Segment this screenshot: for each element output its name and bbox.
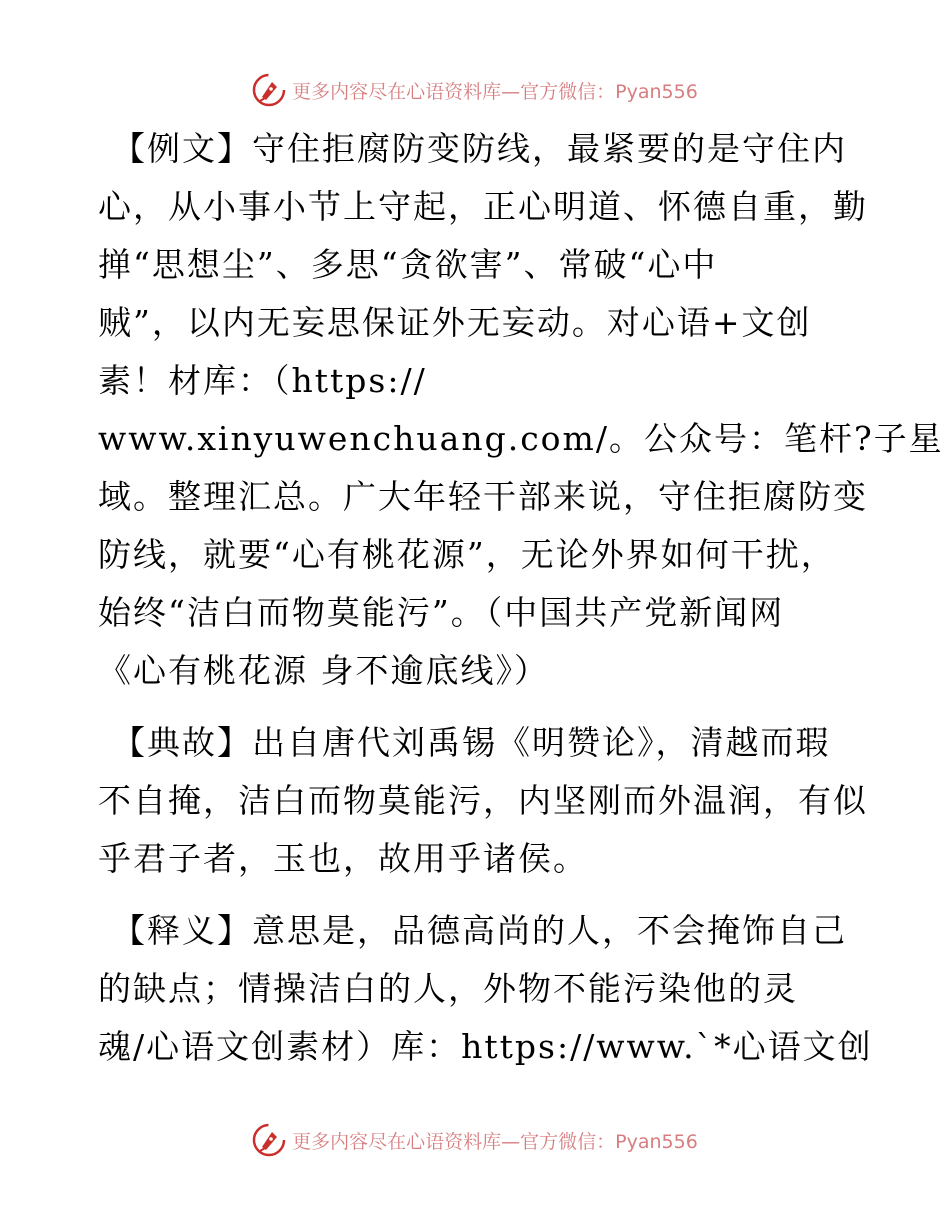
pen-nib-logo-icon <box>252 1123 286 1157</box>
text-line: 素！材库：（https:// <box>98 361 427 400</box>
text-line: 域。整理汇总。广大年轻干部来说，守住拒腐防变 <box>98 477 868 516</box>
text-line: 贼”，以内无妄思保证外无妄动。对心语+文创 <box>98 303 812 342</box>
text-line: 乎君子者，玉也，故用乎诸侯。 <box>98 839 588 878</box>
text-line: 掸“思想尘”、多思“贪欲害”、常破“心中 <box>98 245 718 284</box>
text-line: 魂/心语文创素材）库：https://www.`*心语文创 <box>98 1027 873 1066</box>
text-line: 【典故】出自唐代刘禹锡《明赞论》，清越而瑕 <box>112 723 831 762</box>
text-line: 的缺点；情操洁白的人，外物不能污染他的灵 <box>98 969 798 1008</box>
paragraph-example <box>98 120 944 700</box>
document-body <box>98 120 944 1090</box>
banner-text: 更多内容尽在心语资料库—官方微信：Pyan556 <box>292 80 698 103</box>
footer-banner <box>0 1120 950 1160</box>
text-line: 《心有桃花源 身不逾底线》） <box>98 651 549 690</box>
text-line: 心，从小事小节上守起，正心明道、怀德自重，勤 <box>98 187 868 226</box>
text-line: www.xinyuwenchuang.com/。公众号：笔杆?子星 <box>98 419 944 458</box>
text-line: 防线，就要“心有桃花源”，无论外界如何干扰， <box>98 535 836 574</box>
text-line: 【例文】守住拒腐防变防线，最紧要的是守住内 <box>112 129 847 168</box>
text-line: 【释义】意思是，品德高尚的人，不会掩饰自己 <box>112 911 847 950</box>
header-banner <box>0 70 950 110</box>
paragraph-allusion <box>98 714 868 888</box>
banner-text: 更多内容尽在心语资料库—官方微信：Pyan556 <box>292 1130 698 1153</box>
paragraph-explanation <box>98 902 873 1076</box>
pen-nib-logo-icon <box>252 73 286 107</box>
text-line: 始终“洁白而物莫能污”。（中国共产党新闻网 <box>98 593 785 632</box>
text-line: 不自掩，洁白而物莫能污，内坚刚而外温润，有似 <box>98 781 868 820</box>
